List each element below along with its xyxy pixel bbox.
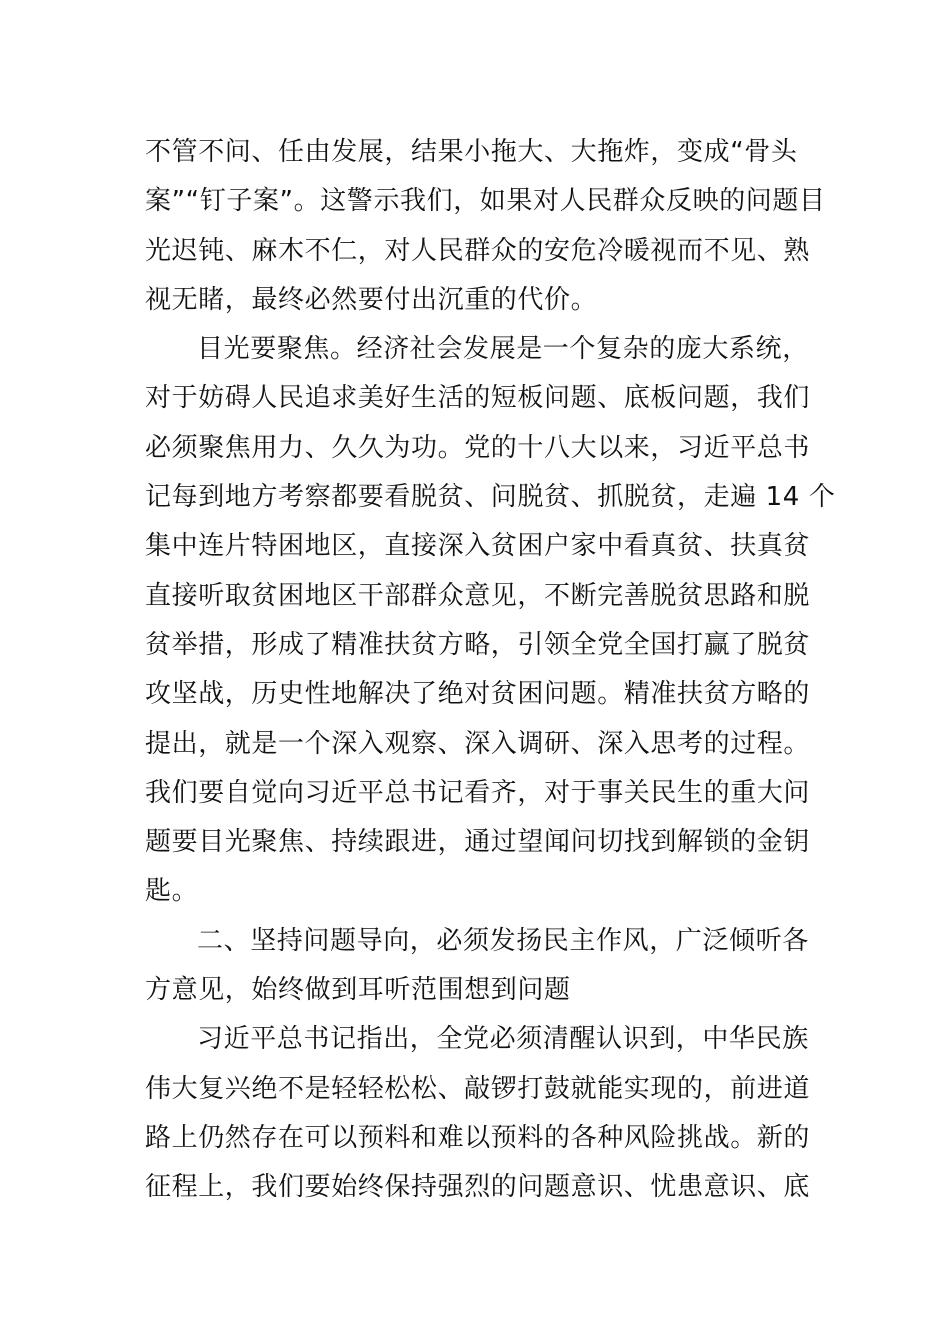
text-line: 必须聚焦用力、久久为功。党的十八大以来，习近平总书 (145, 432, 811, 463)
text-line: 视无睹，最终必然要付出沉重的代价。 (145, 284, 598, 315)
text-line: 题要目光聚焦、持续跟进，通过望闻问切找到解锁的金钥 (145, 827, 811, 858)
paragraph-start-line: 目光要聚焦。经济社会发展是一个复杂的庞大系统， (197, 334, 809, 365)
section-heading-line: 方意见，始终做到耳听范围想到问题 (145, 975, 571, 1006)
text-line: 伟大复兴绝不是轻轻松松、敲锣打鼓就能实现的，前进道 (145, 1073, 811, 1104)
text-line: 匙。 (145, 876, 199, 907)
document-body (145, 128, 836, 1213)
text-line: 提出，就是一个深入观察、深入调研、深入思考的过程。 (145, 728, 811, 759)
text-line: 对于妨碍人民追求美好生活的短板问题、底板问题，我们 (145, 383, 811, 414)
text-line: 贫举措，形成了精准扶贫方略，引领全党全国打赢了脱贫 (145, 629, 811, 660)
text-line: 征程上，我们要始终保持强烈的问题意识、忧患意识、底 (145, 1172, 811, 1203)
paragraph-start-line: 习近平总书记指出，全党必须清醒认识到，中华民族 (197, 1024, 809, 1055)
text-line: 光迟钝、麻木不仁，对人民群众的安危冷暖视而不见、熟 (145, 235, 811, 266)
text-line: 攻坚战，历史性地解决了绝对贫困问题。精准扶贫方略的 (145, 679, 811, 710)
text-line: 不管不问、任由发展，结果小拖大、大拖炸，变成“骨头 (145, 137, 798, 167)
section-heading-line: 二、坚持问题导向，必须发扬民主作风，广泛倾听各 (197, 925, 809, 956)
text-line: 记每到地方考察都要看脱贫、问脱贫、抓脱贫，走遍 14 个 (145, 482, 836, 513)
text-line: 我们要自觉向习近平总书记看齐，对于事关民生的重大问 (145, 777, 811, 808)
text-line: 路上仍然存在可以预料和难以预料的各种风险挑战。新的 (145, 1122, 811, 1153)
text-line: 案”“钉子案”。这警示我们，如果对人民群众反映的问题目 (145, 186, 826, 217)
text-line: 集中连片特困地区，直接深入贫困户家中看真贫、扶真贫 (145, 531, 811, 562)
text-line: 直接听取贫困地区干部群众意见，不断完善脱贫思路和脱 (145, 580, 811, 611)
